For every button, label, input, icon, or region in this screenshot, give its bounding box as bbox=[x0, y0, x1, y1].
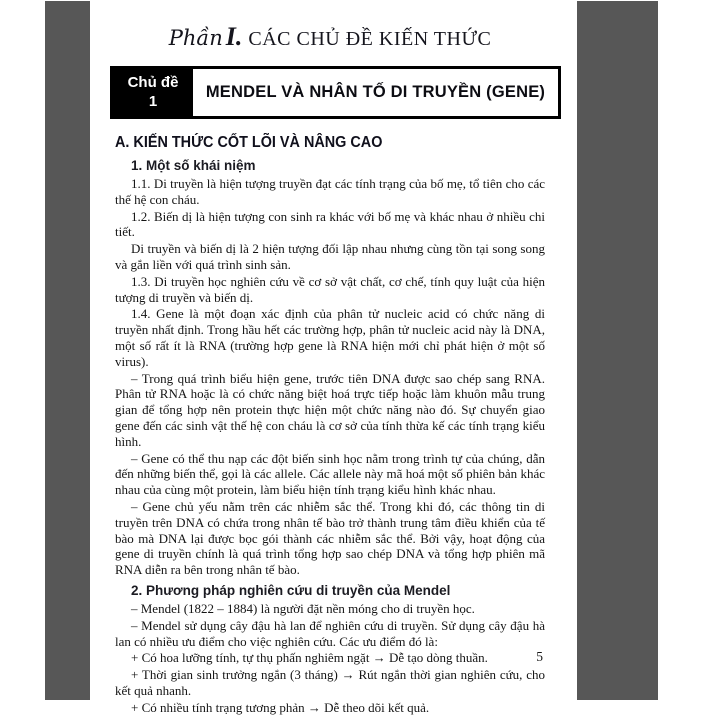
topic-box-label bbox=[113, 69, 193, 116]
paragraph: + Thời gian sinh trưởng ngắn (3 tháng) → Rút ngắn thời gian nghiên cứu, cho kết quả nhanh. bbox=[115, 667, 545, 698]
part-title bbox=[115, 22, 545, 52]
topic-box bbox=[110, 66, 561, 119]
subsection-heading: 2. Phương pháp nghiên cứu di truyền của Mendel bbox=[131, 582, 451, 598]
part-title-text: CÁC CHỦ ĐỀ KIẾN THỨC bbox=[248, 28, 492, 50]
part-title-script-word: Phần bbox=[168, 26, 223, 50]
topic-box-label-line1: Chủ đề bbox=[127, 73, 179, 91]
part-title-numeral: I. bbox=[225, 22, 243, 51]
paragraph: 1.4. Gene là một đoạn xác định của phân tử nucleic acid có chức năng di truyền nhất định. Trong hầu hết các trường hợp, phân tử nucleic acid này là DNA, một số rất ít là RNA (trường hợp gene là RNA hiện mới chỉ phát hiện ở một số virus). bbox=[115, 306, 545, 369]
paragraph: + Có hoa lưỡng tính, tự thụ phấn nghiêm ngặt → Dễ tạo dòng thuần. bbox=[131, 650, 488, 666]
photo-background-left bbox=[45, 1, 90, 700]
book-page bbox=[90, 0, 577, 715]
paragraph: – Gene chủ yếu nằm trên các nhiễm sắc thể. Trong khi đó, các thông tin di truyền trên DNA có chứa trong nhân tế bào trở thành trung tâm điều khiển của tế bào mà DNA lại được bọc gói thành các nhiễm sắc thể. Bởi vậy, hoạt động của gene di truyền chính là quá trình tổng hợp sao chép DNA và tổng hợp phiên mã RNA diễn ra bên trong nhân tế bào. bbox=[115, 498, 545, 578]
paragraph: 1.1. Di truyền là hiện tượng truyền đạt các tính trạng của bố mẹ, tổ tiên cho các thế hệ con cháu. bbox=[115, 176, 545, 207]
paragraph: 1.3. Di truyền học nghiên cứu về cơ sở vật chất, cơ chế, tính quy luật của hiện tượng di truyền và biến dị. bbox=[115, 273, 545, 305]
paragraph: 1.2. Biến dị là hiện tượng con sinh ra khác với bố mẹ và khác nhau ở nhiều chi tiết. bbox=[115, 208, 545, 240]
page-number: 5 bbox=[536, 649, 543, 664]
paragraph: Di truyền và biến dị là 2 hiện tượng đối lập nhau nhưng cùng tồn tại song song và gắn liền với quá trình sinh sản. bbox=[115, 241, 545, 272]
paragraph: – Mendel sử dụng cây đậu hà lan để nghiên cứu di truyền. Sử dụng cây đậu hà lan có nhiều ưu điểm cho việc nghiên cứu. Các ưu điểm đó là: bbox=[115, 617, 545, 649]
section-a-heading: A. KIẾN THỨC CỐT LÕI VÀ NÂNG CAO bbox=[115, 134, 383, 151]
paragraph: – Trong quá trình biểu hiện gene, trước tiên DNA được sao chép sang RNA. Phân tử RNA hoặc là có chức năng biệt hoá trực tiếp hoặc làm khuôn mẫu trung gian để tổng hợp nên protein thực hiện một chức năng nào đó. Sự chuyển giao gene đến các sinh vật thế hệ con cháu là cơ sở của tính thừa kế các tính trạng kiểu hình. bbox=[115, 370, 545, 449]
paragraph: – Mendel (1822 – 1884) là người đặt nền móng cho di truyền học. bbox=[131, 600, 475, 616]
content-flow bbox=[115, 158, 545, 716]
photo-background-right bbox=[577, 1, 658, 700]
paragraph: – Gene có thể thu nạp các đột biến sinh học nằm trong trình tự của chúng, dẫn đến những biến thể, gọi là các allele. Các allele này mã hoá một số phiên bản khác nhau của cùng một protein, làm biểu hiện tính trạng kiểu hình khác nhau. bbox=[115, 450, 545, 498]
subsection-heading: 1. Một số khái niệm bbox=[131, 158, 256, 173]
topic-box-title: MENDEL VÀ NHÂN TỐ DI TRUYỀN (GENE) bbox=[205, 83, 546, 101]
topic-box-label-line2: 1 bbox=[148, 92, 158, 110]
paragraph: + Có nhiều tính trạng tương phản → Dễ theo dõi kết quả. bbox=[131, 699, 430, 715]
